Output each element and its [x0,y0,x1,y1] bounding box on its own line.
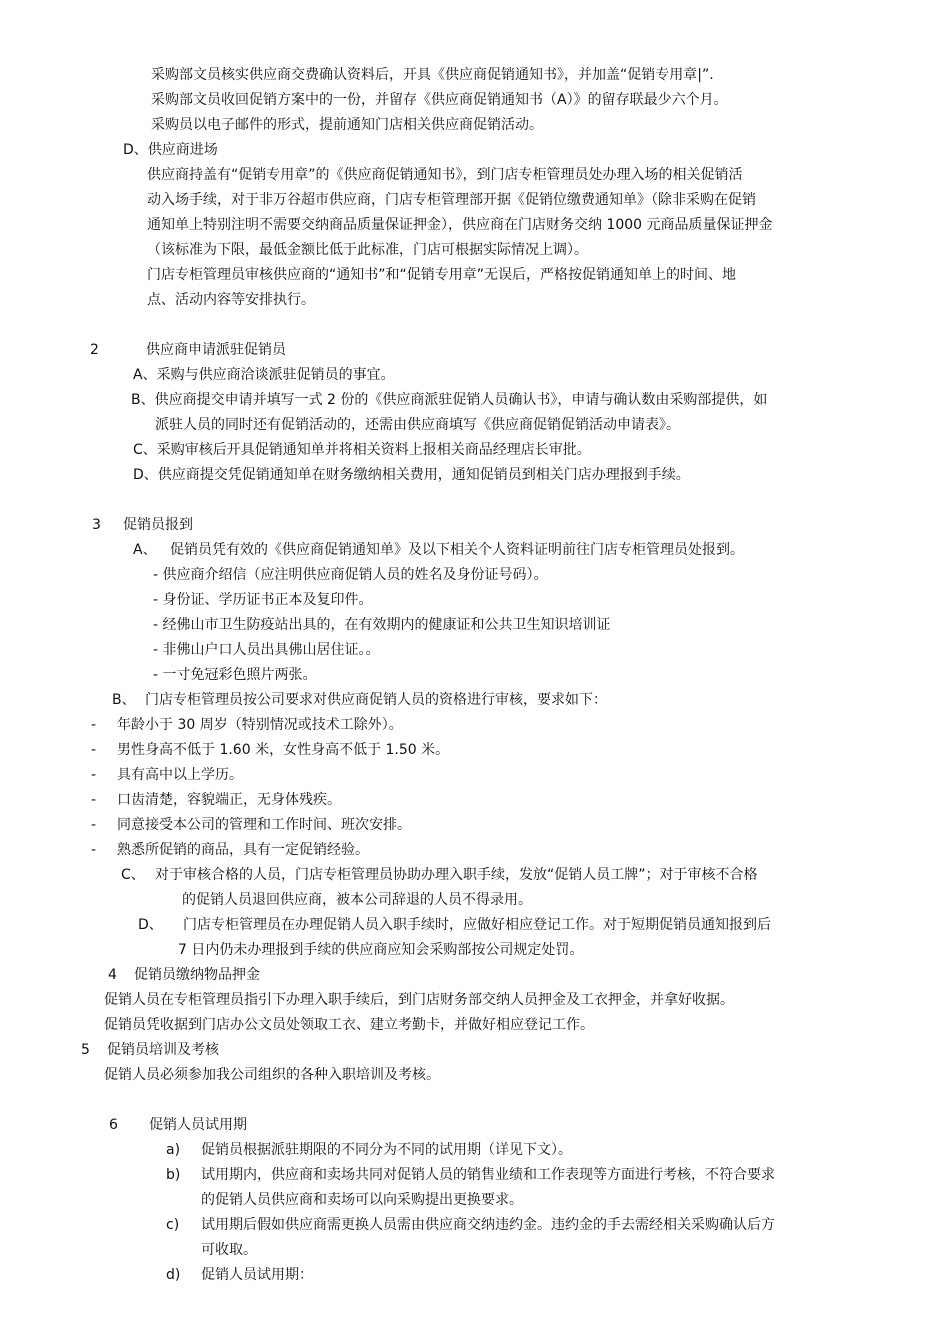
section-2-item-a: A、采购与供应商洽谈派驻促销员的事宜。 [133,367,395,383]
requirement-bullet: - [91,817,97,833]
section-3-doc-item: - 经佛山市卫生防疫站出具的，在有效期内的健康证和公共卫生知识培训证 [153,617,611,633]
section-3-doc-item: - 供应商介绍信（应注明供应商促销人员的姓名及身份证号码）。 [153,567,548,583]
section-4-title: 促销员缴纳物品押金 [134,967,260,983]
section-1d-para1-line: 通知单上特别注明不需要交纳商品质量保证押金），供应商在门店财务交纳 1000 元商品质量保证押金 [147,217,773,233]
intro-line-3: 采购员以电子邮件的形式，提前通知门店相关供应商促销活动。 [151,117,543,133]
section-2-item-b: B、供应商提交申请并填写一式 2 份的《供应商派驻促销人员确认书》，申请与确认数由采购部提供，如 [131,392,768,408]
section-6-item-line: 促销人员试用期： [201,1267,313,1283]
section-6-item-label: d) [166,1267,181,1283]
requirement-item: 年龄小于 30 周岁（特别情况或技术工除外）。 [117,717,403,733]
section-6-item-label: c) [166,1217,180,1233]
section-2-item-d: D、供应商提交凭促销通知单在财务缴纳相关费用，通知促销员到相关门店办理报到手续。 [133,467,690,483]
requirement-bullet: - [91,742,97,758]
section-3-doc-item: - 非佛山户口人员出具佛山居住证。。 [153,642,380,658]
section-3-b-label: B、 [112,692,136,708]
section-3-doc-item: - 身份证、学历证书正本及复印件。 [153,592,373,608]
section-3-a-label: A、 [133,542,157,558]
section-5-number: 5 [81,1042,90,1058]
section-6-item-line: 试用期内，供应商和卖场共同对促销人员的销售业绩和工作表现等方面进行考核，不符合要求 [201,1167,775,1183]
requirement-item: 同意接受本公司的管理和工作时间、班次安排。 [117,817,411,833]
section-3-a-text: 促销员凭有效的《供应商促销通知单》及以下相关个人资料证明前往门店专柜管理员处报到。 [170,542,744,558]
section-1d-heading: D、供应商进场 [123,142,218,158]
requirement-item: 熟悉所促销的商品，具有一定促销经验。 [117,842,369,858]
requirement-item: 男性身高不低于 1.60 米，女性身高不低于 1.50 米。 [117,742,450,758]
section-5-title: 促销员培训及考核 [107,1042,219,1058]
section-3-d-label: D、 [138,917,163,933]
section-4-line: 促销人员在专柜管理员指引下办理入职手续后，到门店财务部交纳人员押金及工衣押金，并拿好收据。 [104,992,734,1008]
section-3-c-line: 的促销人员退回供应商，被本公司辞退的人员不得录用。 [182,892,532,908]
section-6-item-label: a) [166,1142,181,1158]
section-3-c-line: 对于审核合格的人员，门店专柜管理员协助办理入职手续，发放“促销人员工牌”；对于审核不合格 [155,867,758,883]
section-1d-para1-line: 动入场手续，对于非万谷超市供应商，门店专柜管理部开据《促销位缴费通知单》（除非采购在促销 [147,192,756,208]
section-1d-para2-line: 门店专柜管理员审核供应商的“通知书”和“促销专用章”无误后，严格按促销通知单上的时间、地 [147,267,737,283]
section-6-item-line: 的促销人员供应商和卖场可以向采购提出更换要求。 [201,1192,523,1208]
section-2-number: 2 [90,342,99,358]
section-6-item-line: 可收取。 [201,1242,257,1258]
requirement-item: 具有高中以上学历。 [117,767,243,783]
requirement-bullet: - [91,767,97,783]
section-3-d-line: 7 日内仍未办理报到手续的供应商应知会采购部按公司规定处罚。 [178,942,584,958]
section-4-number: 4 [108,967,117,983]
section-6-item-line: 促销员根据派驻期限的不同分为不同的试用期（详见下文）。 [201,1142,572,1158]
section-4-line: 促销员凭收据到门店办公文员处领取工衣、建立考勤卡，并做好相应登记工作。 [104,1017,594,1033]
intro-line-2: 采购部文员收回促销方案中的一份，并留存《供应商促销通知书（A）》的留存联最少六个月。 [151,92,728,108]
section-6-item-label: b) [166,1167,181,1183]
section-3-doc-item: - 一寸免冠彩色照片两张。 [153,667,317,683]
section-2-item-c: C、采购审核后开具促销通知单并将相关资料上报相关商品经理店长审批。 [133,442,591,458]
section-5-line: 促销人员必须参加我公司组织的各种入职培训及考核。 [104,1067,440,1083]
section-2-item-b-cont: 派驻人员的同时还有促销活动的，还需由供应商填写《供应商促销促销活动申请表》。 [155,417,680,433]
section-1d-para1-line: 供应商持盖有“促销专用章”的《供应商促销通知书》，到门店专柜管理员处办理入场的相关促销活 [147,167,743,183]
requirement-bullet: - [91,717,97,733]
section-6-title: 促销人员试用期 [149,1117,247,1133]
section-3-b-text: 门店专柜管理员按公司要求对供应商促销人员的资格进行审核，要求如下： [145,692,607,708]
section-3-title: 促销员报到 [123,517,193,533]
section-6-number: 6 [109,1117,118,1133]
intro-line-1: 采购部文员核实供应商交费确认资料后，开具《供应商促销通知书》，并加盖“促销专用章|”. [151,67,714,83]
section-1d-para1-line: （该标准为下限，最低金额比低于此标准，门店可根据实际情况上调）。 [147,242,588,258]
section-6-item-line: 试用期后假如供应商需更换人员需由供应商交纳违约金。违约金的手去需经相关采购确认后方 [201,1217,775,1233]
requirement-bullet: - [91,842,97,858]
section-3-c-label: C、 [121,867,145,883]
section-3-number: 3 [92,517,101,533]
section-2-title: 供应商申请派驻促销员 [146,342,286,358]
section-1d-para2-line: 点、活动内容等安排执行。 [147,292,315,308]
requirement-item: 口齿清楚，容貌端正，无身体残疾。 [117,792,341,808]
requirement-bullet: - [91,792,97,808]
section-3-d-line: 门店专柜管理员在办理促销人员入职手续时，应做好相应登记工作。对于短期促销员通知报到后 [183,917,771,933]
